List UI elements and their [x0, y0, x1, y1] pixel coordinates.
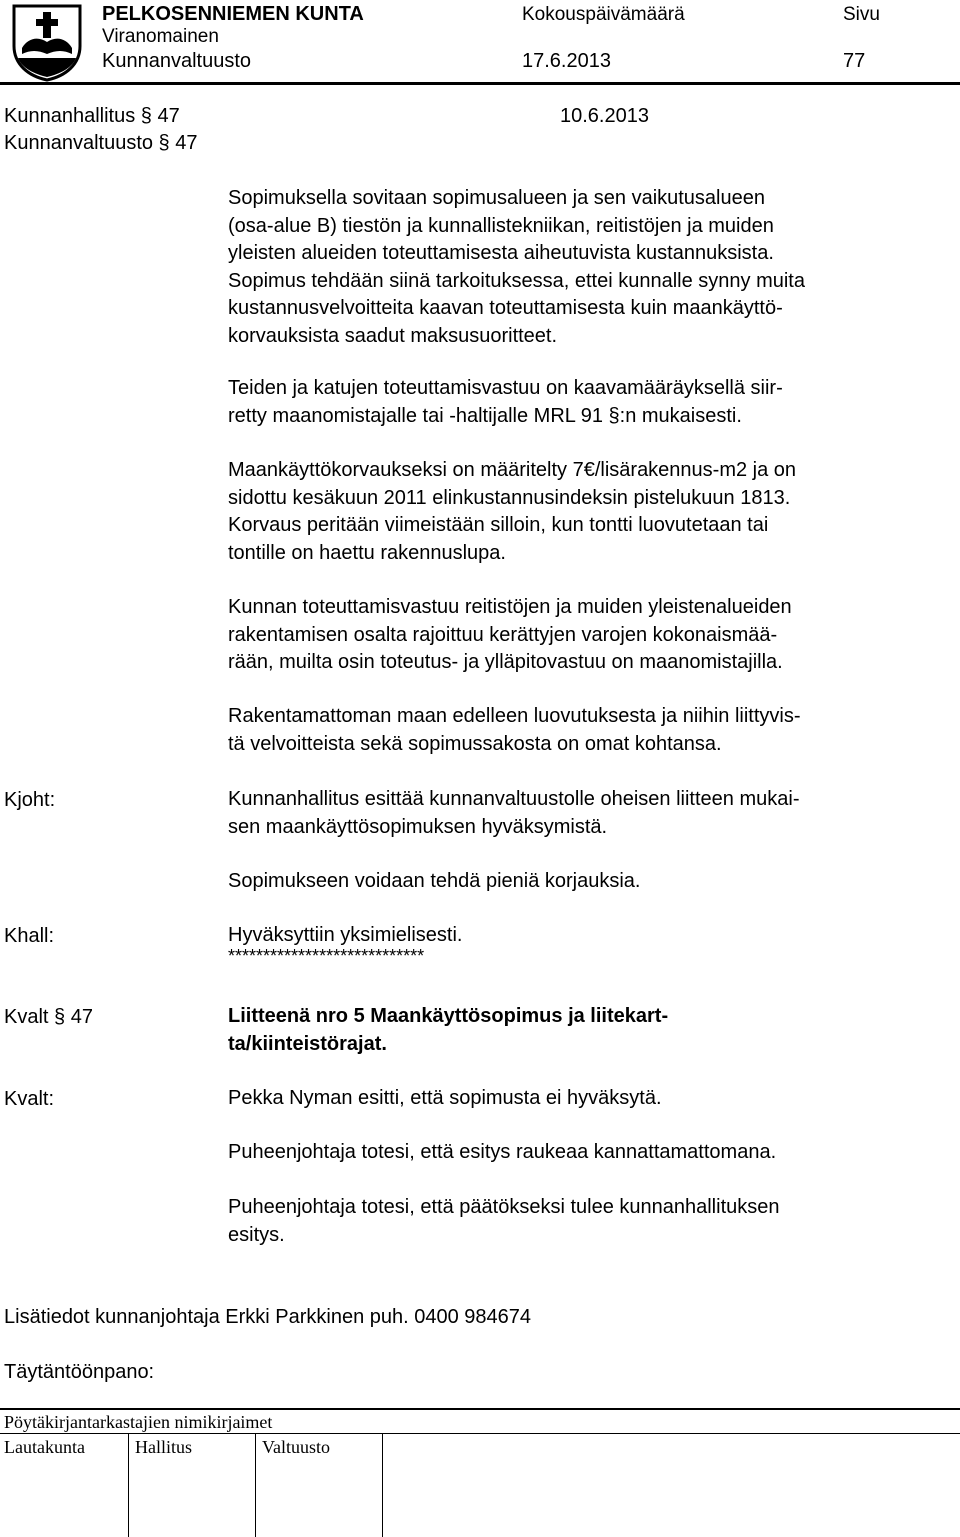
kjoht-proposal: Kunnanhallitus esittää kunnanvaltuustolle oheisen liitteen mukai- sen maankäyttösopimuksen hyväksymistä.: [228, 788, 800, 838]
municipality-name: PELKOSENNIEMEN KUNTA: [102, 3, 364, 25]
page-number: 77: [843, 50, 866, 72]
footer-title: Pöytäkirjantarkastajien nimikirjaimet: [4, 1412, 273, 1432]
attachment-title: Liitteenä nro 5 Maankäyttösopimus ja liitekart- ta/kiinteistörajat.: [228, 1005, 669, 1055]
kjoht-label: Kjoht:: [4, 789, 56, 811]
kvalt-47-label: Kvalt § 47: [4, 1006, 93, 1028]
kvalt-decision: Puheenjohtaja totesi, että päätökseksi tulee kunnanhallituksen esitys.: [228, 1196, 780, 1246]
authority-label: Viranomainen: [102, 26, 219, 47]
implementation-label: Täytäntöönpano:: [4, 1361, 155, 1383]
footer-column-line-1: [128, 1434, 129, 1537]
contact-info: Lisätiedot kunnanjohtaja Erkki Parkkinen puh. 0400 984674: [4, 1306, 532, 1328]
footer-col-valtuusto: Valtuusto: [262, 1437, 331, 1457]
footer-col-lautakunta: Lautakunta: [4, 1437, 85, 1457]
ref-valtuusto: Kunnanvaltuusto § 47: [4, 132, 198, 154]
paragraph-roads: Teiden ja katujen toteuttamisvastuu on kaavamääräyksellä siir- retty maanomistajalle tai -haltijalle MRL 91 §:n mukaisesti.: [228, 377, 783, 427]
paragraph-compensation: Maankäyttökorvaukseksi on määritelty 7€/lisärakennus-m2 ja on sidottu kesäkuun 2011 elinkustannusindeksin pistelukuun 1813. Korvaus peritään viimeistään silloin, kun tontti luovutetaan tai tontille on haettu rakennuslupa.: [228, 459, 797, 564]
paragraph-responsibility: Kunnan toteuttamisvastuu reitistöjen ja muiden yleistenalueiden rakentamisen osalta rajoittuu kerättyjen varojen kokonaismää- rään, muilta osin toteutus- ja ylläpitovastuu on maanomistajilla.: [228, 596, 792, 673]
kvalt-result: Puheenjohtaja totesi, että esitys raukeaa kannattamattomana.: [228, 1141, 777, 1163]
municipality-logo: [8, 2, 86, 82]
footer-col-hallitus: Hallitus: [135, 1437, 192, 1457]
date-label: Kokouspäivämäärä: [522, 4, 685, 25]
footer-column-line-3: [382, 1434, 383, 1537]
footer-title-divider: [0, 1433, 960, 1434]
ref-hallitus-date: 10.6.2013: [560, 105, 649, 127]
paragraph-agreement: Sopimuksella sovitaan sopimusalueen ja sen vaikutusalueen (osa-alue B) tiestön ja kunnallistekniikan, reitistöjen ja muiden yleisten alueiden toteuttamisesta aiheutuvista kustannuksista. Sopimus tehdään siinä tarkoituksessa, ettei kunnalle synny muita kustannusvelvoitteita kaavan toteuttamisesta kuin maankäyttö- korvauksista saadut maksusuoritteet.: [228, 187, 805, 347]
paragraph-transfer: Rakentamattoman maan edelleen luovutuksesta ja niihin liittyvis- tä velvoitteista sekä sopimussakosta on omat kohtansa.: [228, 705, 801, 755]
header-divider: [0, 82, 960, 85]
authority: Kunnanvaltuusto: [102, 50, 252, 72]
ref-hallitus: Kunnanhallitus § 47: [4, 105, 180, 127]
kvalt-label: Kvalt:: [4, 1088, 55, 1110]
footer-column-line-2: [255, 1434, 256, 1537]
kvalt-proposal: Pekka Nyman esitti, että sopimusta ei hyväksytä.: [228, 1087, 662, 1109]
kjoht-note: Sopimukseen voidaan tehdä pieniä korjauksia.: [228, 870, 641, 892]
khall-label: Khall:: [4, 925, 55, 947]
footer-divider: [0, 1408, 960, 1410]
khall-decision: Hyväksyttiin yksimielisesti.: [228, 924, 463, 946]
separator-stars: ****************************: [228, 946, 425, 966]
page-label: Sivu: [843, 4, 880, 25]
meeting-date: 17.6.2013: [522, 50, 611, 72]
